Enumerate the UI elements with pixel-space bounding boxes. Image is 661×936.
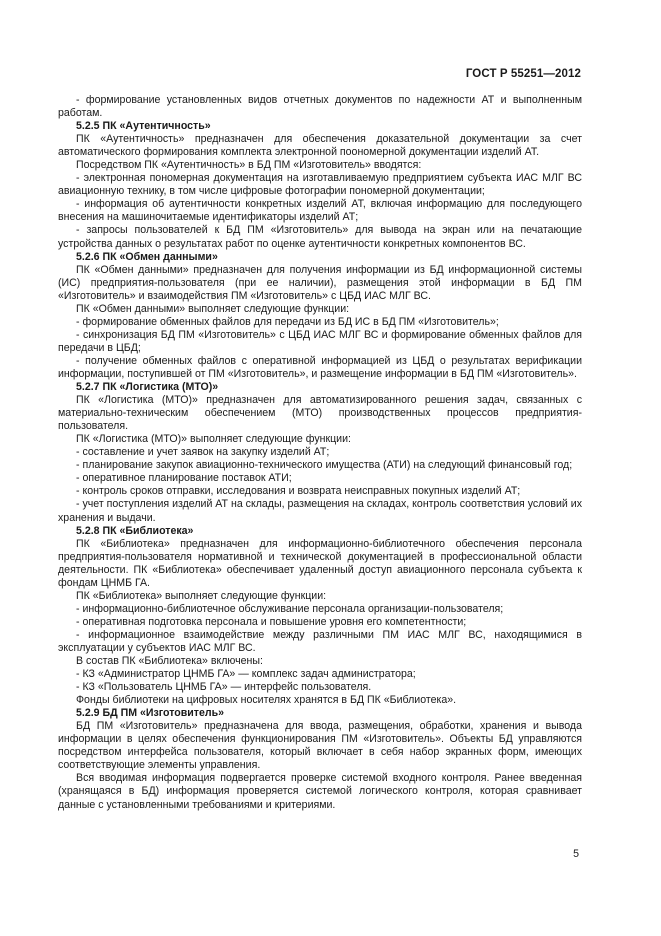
paragraph: - учет поступления изделий АТ на склады, размещения на складах, контроль соответствия условий их хранения и выдачи. xyxy=(58,498,582,524)
paragraph: - запросы пользователей к БД ПМ «Изготовитель» для вывода на экран или на печатающие устройства данных о результатах работ по оценке аутентичности конкретных компонентов ВС. xyxy=(58,224,582,250)
paragraph: ПК «Логистика (МТО)» выполняет следующие функции: xyxy=(76,433,351,446)
paragraph: БД ПМ «Изготовитель» предназначена для ввода, размещения, обработки, хранения и вывода информации в целях обеспечения функционирования ПМ «Изготовитель». Объекты БД управляются посредством интерфейса пользователя, который включает в себя набор экранных форм, имеющих соответствующие элементы управления. xyxy=(58,720,582,772)
paragraph: - информационно-библиотечное обслуживание персонала организации-пользователя; xyxy=(76,602,504,615)
paragraph: - планирование закупок авиационно-технического имущества (АТИ) на следующий финансовый год; xyxy=(76,459,573,472)
section-heading: 5.2.8 ПК «Библиотека» xyxy=(76,524,194,537)
paragraph: - получение обменных файлов с оперативной информацией из ЦБД о результатах верификации информации, поступившей от ПМ «Изготовитель», и размещение информации в БД ПМ «Изготовитель». xyxy=(58,354,582,380)
paragraph: ПК «Библиотека» выполняет следующие функции: xyxy=(76,589,327,602)
paragraph: Вся вводимая информация подвергается проверке системой входного контроля. Ранее введенная (хранящаяся в БД) информация проверяется системой логического контроля, которая сравнивает данные с установленными требованиями и критериями. xyxy=(58,772,582,811)
document-body xyxy=(58,94,582,812)
paragraph: - информация об аутентичности конкретных изделий АТ, включая информацию для последующего внесения на машиночитаемые идентификаторы изделий АТ; xyxy=(58,198,582,224)
paragraph: - оперативное планирование поставок АТИ; xyxy=(76,472,292,485)
paragraph: ПК «Обмен данными» выполняет следующие функции: xyxy=(76,302,350,315)
paragraph: ПК «Обмен данными» предназначен для получения информации из БД информационной системы (ИС) предприятия-пользователя (при ее наличии), размещения этой информации в БД ПМ «Изготовитель» и взаимодействия ПМ «Изготовитель» с ЦБД ИАС МЛГ ВС. xyxy=(58,263,582,302)
page-number: 5 xyxy=(573,848,579,860)
paragraph: - составление и учет заявок на закупку изделий АТ; xyxy=(76,446,330,459)
section-heading: 5.2.6 ПК «Обмен данными» xyxy=(76,250,218,263)
paragraph: ПК «Библиотека» предназначен для информационно-библиотечного обеспечения персонала предприятия-пользователя нормативной и технической документацией в профессиональной области деятельности. ПК «Библиотека» обеспечивает удаленный доступ авиационного персонала субъекта к фондам ЦНМБ ГА. xyxy=(58,537,582,589)
paragraph: ПК «Логистика (МТО)» предназначен для автоматизированного решения задач, связанных с материально-техническим обеспечением (МТО) производственных процессов предприятия-пользователя. xyxy=(58,394,582,433)
paragraph: - синхронизация БД ПМ «Изготовитель» с ЦБД ИАС МЛГ ВС и формирование обменных файлов для передачи в ЦБД; xyxy=(58,328,582,354)
section-heading: 5.2.9 БД ПМ «Изготовитель» xyxy=(76,707,225,720)
paragraph: - оперативная подготовка персонала и повышение уровня его компетентности; xyxy=(76,615,467,628)
paragraph: - информационное взаимодействие между различными ПМ ИАС МЛГ ВС, находящимися в эксплуатации у субъектов ИАС МЛГ ВС. xyxy=(58,628,582,654)
paragraph: - формирование обменных файлов для передачи из БД ИС в БД ПМ «Изготовитель»; xyxy=(76,315,499,328)
document-code: ГОСТ Р 55251—2012 xyxy=(465,68,581,80)
paragraph: - КЗ «Администратор ЦНМБ ГА» — комплекс задач администратора; xyxy=(76,668,416,681)
paragraph: В состав ПК «Библиотека» включены: xyxy=(76,655,263,668)
paragraph: Фонды библиотеки на цифровых носителях хранятся в БД ПК «Библиотека». xyxy=(76,694,457,707)
section-heading: 5.2.5 ПК «Аутентичность» xyxy=(76,120,211,133)
paragraph: - формирование установленных видов отчетных документов по надежности АТ и выполненным работам. xyxy=(58,94,582,120)
paragraph: - электронная пономерная документация на изготавливаемую предприятием субъекта ИАС МЛГ ВС авиационную технику, в том числе цифровые фотографии пономерной документации; xyxy=(58,172,582,198)
section-heading: 5.2.7 ПК «Логистика (МТО)» xyxy=(76,381,219,394)
paragraph: - КЗ «Пользователь ЦНМБ ГА» — интерфейс пользователя. xyxy=(76,681,372,694)
paragraph: - контроль сроков отправки, исследования и возврата неисправных покупных изделий АТ; xyxy=(76,485,521,498)
paragraph: Посредством ПК «Аутентичность» в БД ПМ «Изготовитель» вводятся: xyxy=(76,159,422,172)
paragraph: ПК «Аутентичность» предназначен для обеспечения доказательной документации за счет автоматического формирования комплекта электронной поономерной документации изделий АТ. xyxy=(58,133,582,159)
